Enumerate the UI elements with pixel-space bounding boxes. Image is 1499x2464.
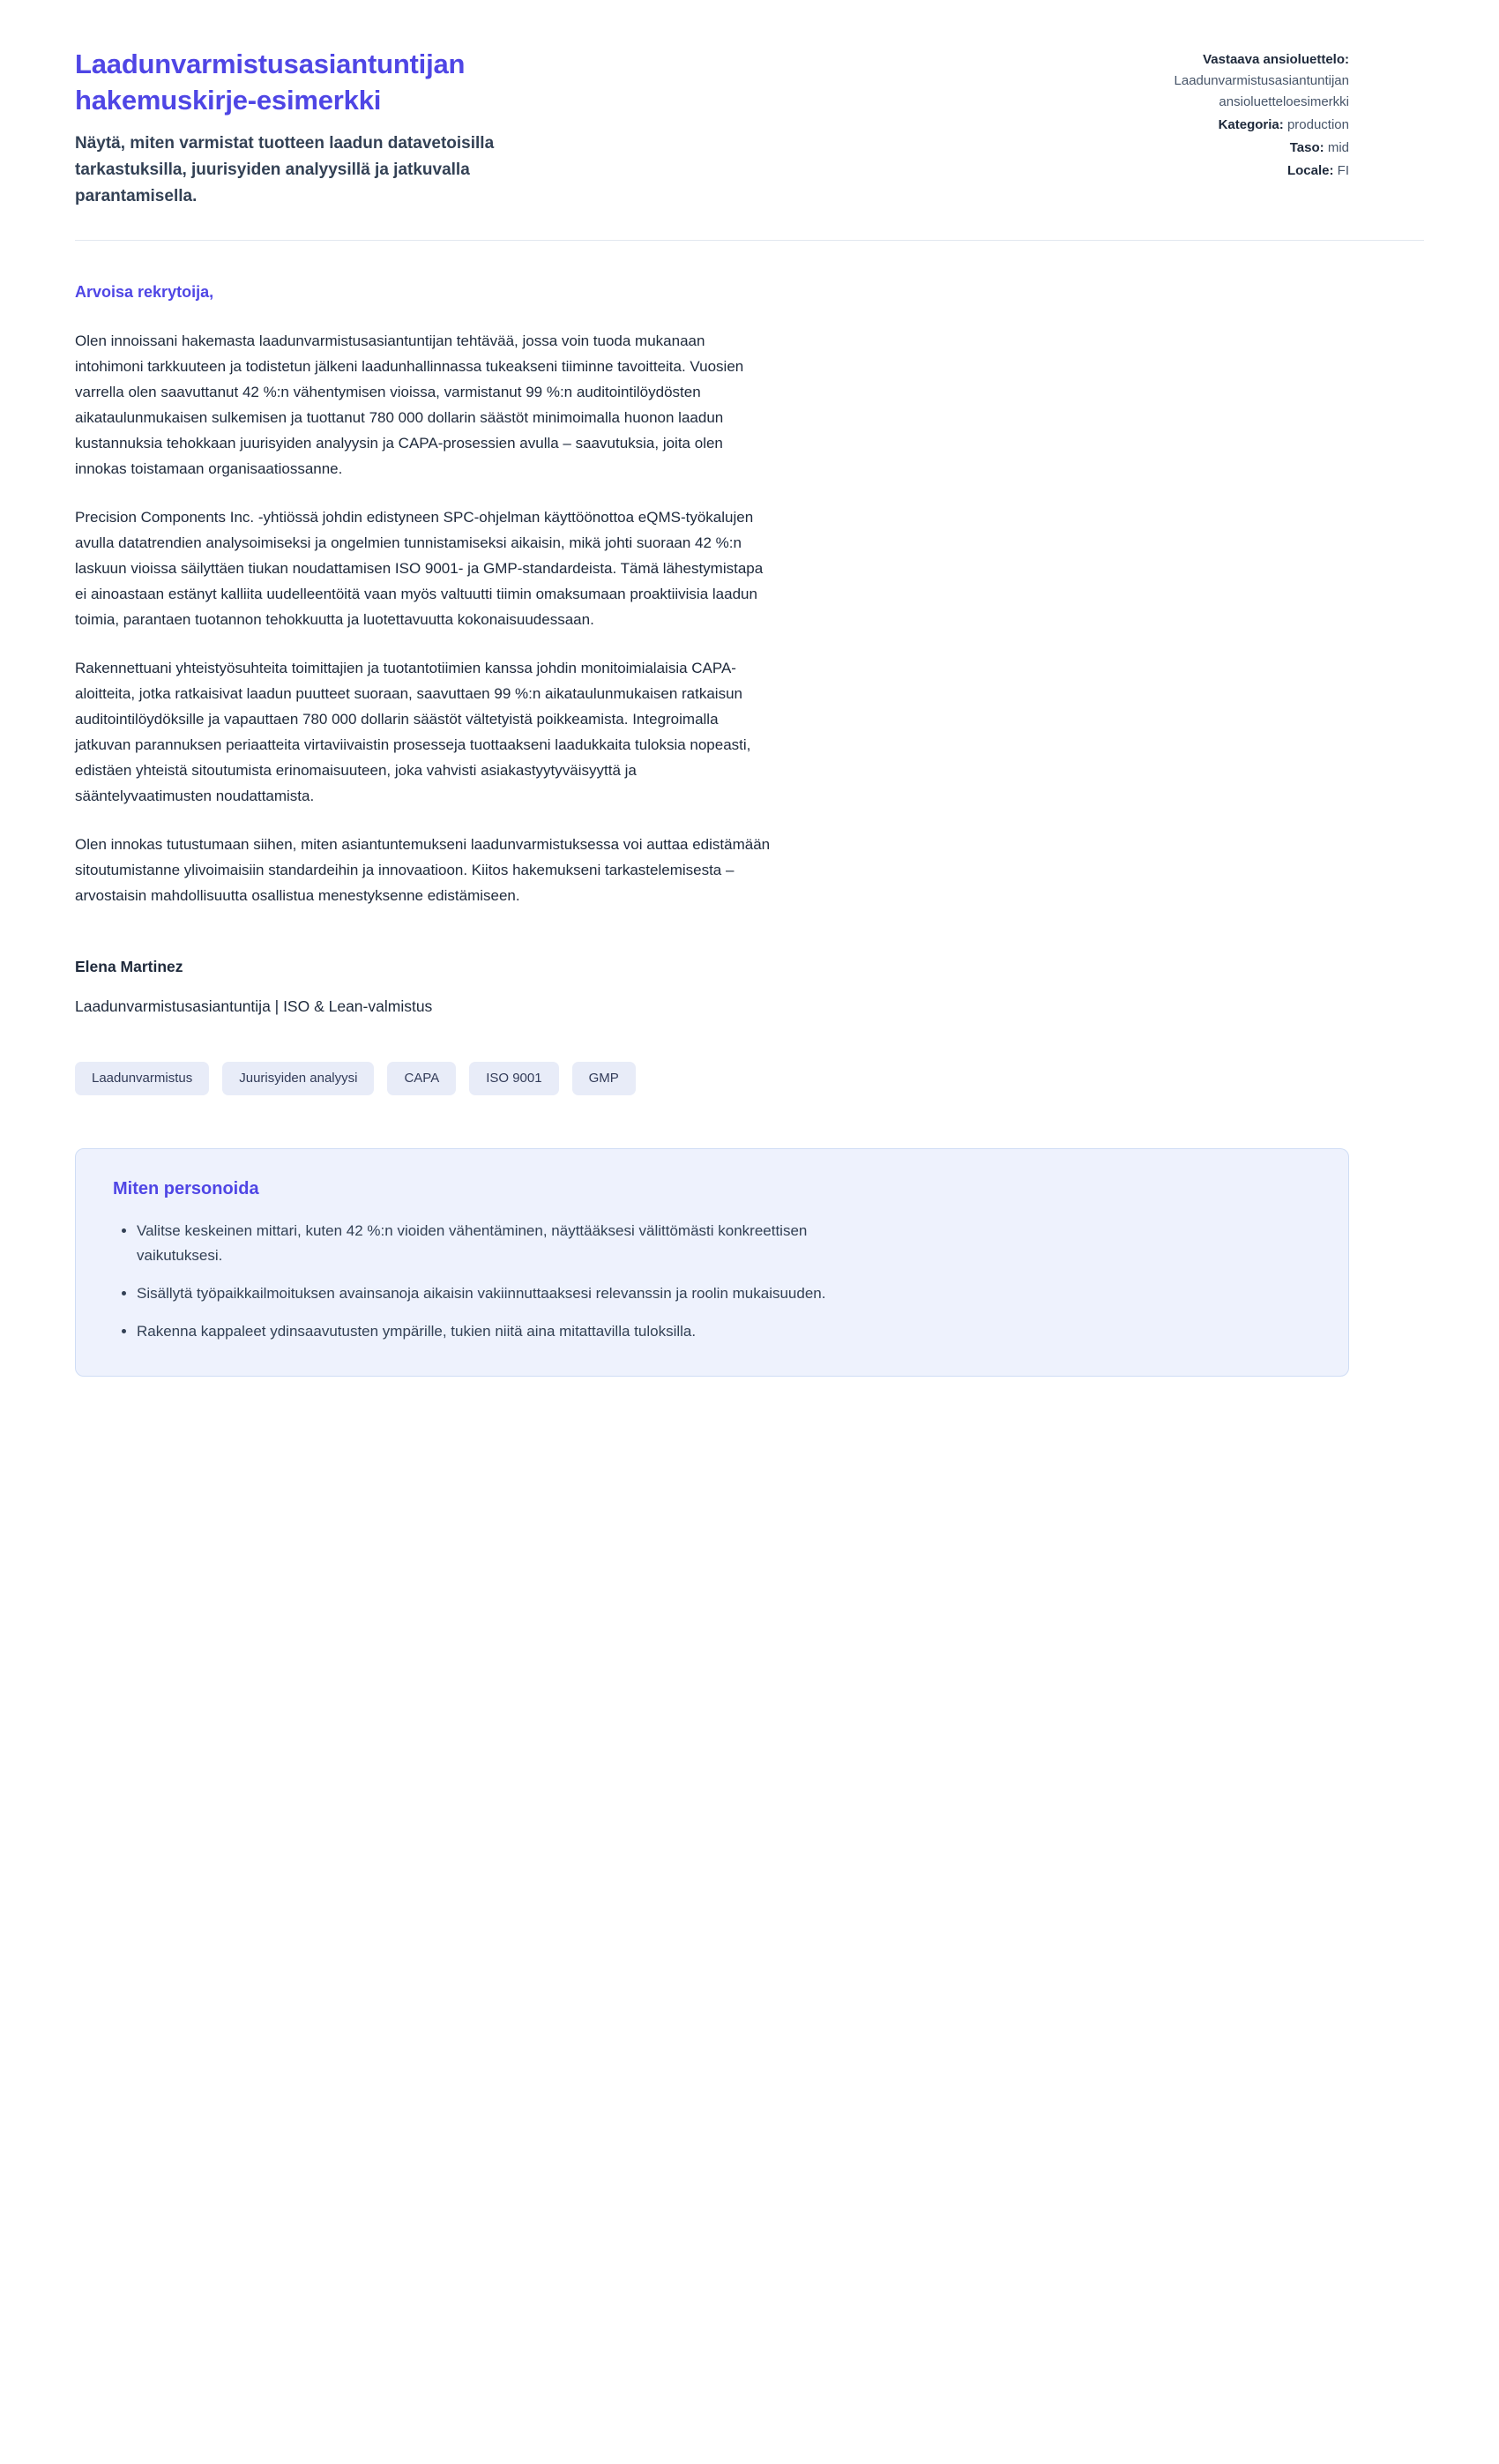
tip-item-3: • Rakenna kappaleet ydinsaavutusten ympärille, tukien niitä aina mitattavilla tuloksilla. <box>137 1319 858 1344</box>
tag-juurisyiden-analyysi[interactable]: Juurisyiden analyysi <box>222 1062 374 1095</box>
meta-resume-row <box>1093 49 1349 113</box>
meta-locale-row <box>1093 161 1349 182</box>
related-resume-link[interactable]: Laadunvarmistusasiantuntijan ansioluetteloesimerkki <box>1174 73 1349 109</box>
level-value: mid <box>1327 140 1349 155</box>
tag-iso-9001[interactable]: ISO 9001 <box>469 1062 558 1095</box>
meta-level-row <box>1093 138 1349 159</box>
letter-paragraph-1: Olen innoissani hakemasta laadunvarmistusasiantuntijan tehtävää, jossa voin tuoda mukanaan intohimoni tarkkuuteen ja todistetun jälkeni laadunhallinnassa tukeakseni tiiminne tavoitteita. Vuosien varrella olen saavuttanut 42 %:n vähentymisen vioissa, varmistanut 99 %:n auditointilöydösten aikataulunmukaisen sulkemisen ja tuottanut 780 000 dollarin säästöt minimoimalla huonon laadun kustannuksia tehokkaan juurisyiden analyysin ja CAPA-prosessien avulla – saavutuksia, joita olen innokas toistamaan organisaatiossanne. <box>75 332 744 477</box>
locale-label: Locale: <box>1286 163 1334 178</box>
tag-list <box>75 1062 1424 1095</box>
letter-paragraph-4: Olen innokas tutustumaan siihen, miten asiantuntemukseni laadunvarmistuksessa voi auttaa edistämään sitoutumistanne ylivoimaisiin standardeihin ja innovaatioon. Kiitos hakemukseni tarkastelemisesta – arvostaisin mahdollisuutta osallistua menestyksenne edistämiseen. <box>75 836 771 904</box>
tag-laadunvarmistus[interactable]: Laadunvarmistus <box>75 1062 209 1095</box>
page-header <box>75 46 1424 210</box>
signature-name: Elena Martinez <box>75 958 183 975</box>
tag-capa[interactable]: CAPA <box>387 1062 456 1095</box>
personalization-tips-box <box>75 1148 1349 1377</box>
letter-paragraph-3: Rakennettuani yhteistyösuhteita toimittajien ja tuotantotiimien kanssa johdin monitoimialaisia CAPA-aloitteita, jotka ratkaisivat laadun puutteet suoraan, saavuttaen 99 %:n aikataulunmukaisen ratkaisun auditointilöydöksille ja vapauttaen 780 000 dollarin säästöt vältetyistä poikkeamista. Integroimalla jatkuvan parannuksen periaatteita virtaviivaistin prosesseja tuottaakseni laadukkaita tuloksia nopeasti, edistäen yhteistä sitoutumista erinomaisuuteen, joka vahvisti asiakastyytyväisyyttä ja sääntelyvaatimusten noudattamista. <box>75 660 751 804</box>
tag-gmp[interactable]: GMP <box>572 1062 636 1095</box>
header-main <box>75 46 622 210</box>
tip-item-2: • Sisällytä työpaikkailmoituksen avainsanoja aikaisin vakiinnuttaaksesi relevanssin ja roolin mukaisuuden. <box>137 1281 858 1306</box>
letter-paragraph-2: Precision Components Inc. -yhtiössä johdin edistyneen SPC-ohjelman käyttöönottoa eQMS-työkalujen avulla datatrendien analysoimiseksi ja ongelmien tunnistamiseksi aikaisin, mikä johti suoraan 42 %:n laskuun vioissa säilyttäen tiukan noudattamisen ISO 9001- ja GMP-standardeista. Tämä lähestymistapa ei ainoastaan estänyt kalliita uudelleentöitä vaan myös valtuutti tiimin omaksumaan proaktiivisia laadun toimia, parantaen tuotannon tehokkuutta ja luotettavuutta kokonaisuudessaan. <box>75 509 764 628</box>
header-divider <box>75 240 1424 241</box>
locale-value: FI <box>1337 163 1349 178</box>
meta-panel <box>1093 46 1349 183</box>
category-label: Kategoria: <box>1218 117 1284 132</box>
page-title: Laadunvarmistusasiantuntijan hakemuskirje-esimerkki <box>75 49 466 116</box>
tips-title: Miten personoida <box>113 1179 259 1198</box>
tips-list <box>113 1219 858 1344</box>
matching-resume-label: Vastaava ansioluettelo: <box>1203 52 1349 67</box>
category-value: production <box>1286 117 1349 132</box>
signature-title: Laadunvarmistusasiantuntija | ISO & Lean-valmistus <box>75 997 433 1015</box>
meta-category-row <box>1093 115 1349 136</box>
tip-item-1: • Valitse keskeinen mittari, kuten 42 %:n vioiden vähentäminen, näyttääksesi välittömästi konkreettisen vaikutuksesi. <box>137 1219 858 1268</box>
letter-body <box>75 280 772 1019</box>
page-subtitle: Näytä, miten varmistat tuotteen laadun datavetoisilla tarkastuksilla, juurisyiden analyysillä ja jatkuvalla parantamisella. <box>75 134 495 205</box>
level-label: Taso: <box>1289 140 1324 155</box>
letter-greeting: Arvoisa rekrytoija, <box>75 283 214 301</box>
